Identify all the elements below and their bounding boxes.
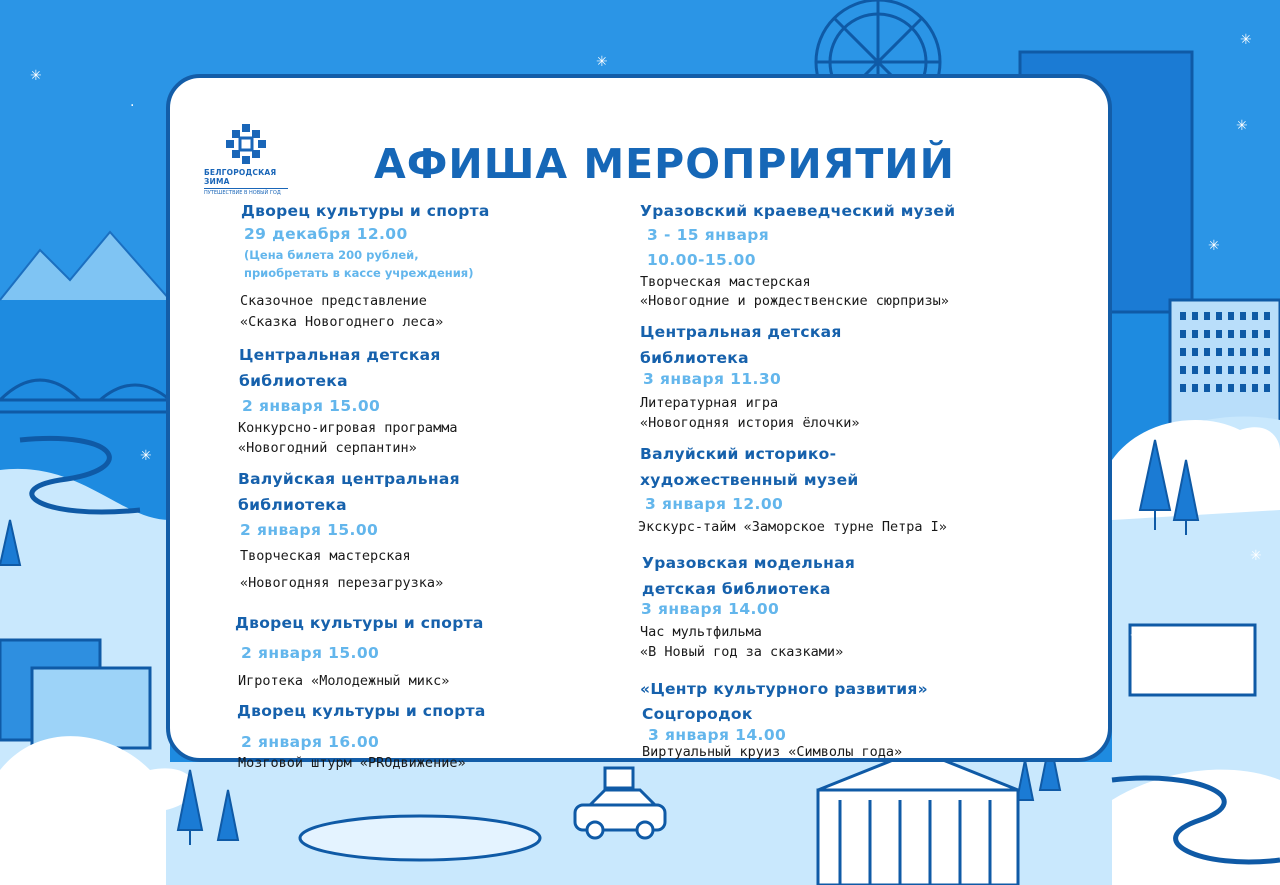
event-description: «Новогодняя перезагрузка» [240, 575, 444, 591]
svg-text:✳: ✳ [30, 68, 42, 84]
event-venue: детская библиотека [642, 580, 831, 598]
event-venue: библиотека [239, 372, 348, 390]
event-venue: «Центр культурного развития» [640, 680, 928, 698]
event-datetime: 3 января 14.00 [648, 726, 787, 744]
poster-title: АФИША МЕРОПРИЯТИЙ [374, 140, 955, 188]
event-description: Литературная игра [640, 395, 779, 411]
event-description: «Сказка Новогоднего леса» [240, 314, 444, 330]
event-venue: Центральная детская [640, 323, 842, 341]
logo-line-2: ЗИМА [204, 177, 230, 186]
svg-text:✳: ✳ [1240, 32, 1252, 48]
event-datetime: 2 января 16.00 [241, 733, 380, 751]
belgorod-winter-logo [204, 124, 294, 196]
event-datetime: 3 января 12.00 [645, 495, 784, 513]
svg-text:✳: ✳ [1208, 238, 1220, 254]
event-datetime: 3 - 15 января [647, 226, 770, 244]
event-description: Игротека «Молодежный микс» [238, 673, 450, 689]
event-venue: Дворец культуры и спорта [241, 202, 490, 220]
logo-line-1: БЕЛГОРОДСКАЯ [204, 168, 277, 177]
event-description: «Новогодние и рождественские сюрпризы» [640, 293, 949, 309]
event-price-note: приобретать в кассе учреждения) [244, 266, 474, 280]
logo-tagline: ПУТЕШЕСТВИЕ В НОВЫЙ ГОД [204, 188, 288, 196]
event-venue: Дворец культуры и спорта [235, 614, 484, 632]
event-datetime: 29 декабря 12.00 [244, 225, 408, 243]
svg-text:✳: ✳ [1236, 118, 1248, 134]
event-venue: библиотека [238, 496, 347, 514]
svg-text:✳: ✳ [596, 54, 608, 70]
event-venue: Дворец культуры и спорта [237, 702, 486, 720]
event-time: 10.00-15.00 [647, 251, 756, 269]
event-description: Мозговой штурм «PROдвижение» [238, 755, 466, 771]
svg-text:✳: ✳ [140, 448, 152, 464]
event-venue: Соцгородок [642, 705, 753, 723]
event-description: Сказочное представление [240, 293, 427, 309]
event-datetime: 2 января 15.00 [242, 397, 381, 415]
event-description: «Новогодняя история ёлочки» [640, 415, 860, 431]
event-datetime: 2 января 15.00 [240, 521, 379, 539]
event-description: Конкурсно-игровая программа [238, 420, 458, 436]
event-venue: Центральная детская [239, 346, 441, 364]
event-datetime: 2 января 15.00 [241, 644, 380, 662]
event-description: Час мультфильма [640, 624, 762, 640]
event-datetime: 3 января 14.00 [641, 600, 780, 618]
event-description: «Новогодний серпантин» [238, 440, 417, 456]
snowflake-ornament-icon [226, 124, 266, 164]
event-description: «В Новый год за сказками» [640, 644, 844, 660]
event-venue: Валуйский историко- [640, 445, 837, 463]
event-venue: художественный музей [640, 471, 859, 489]
event-description: Виртуальный круиз «Символы года» [642, 744, 903, 760]
svg-text:✳: ✳ [1130, 628, 1142, 644]
event-venue: Уразовский краеведческий музей [640, 202, 956, 220]
svg-text:✳: ✳ [1250, 548, 1262, 564]
event-venue: Уразовская модельная [642, 554, 856, 572]
event-description: Экскурс-тайм «Заморское турне Петра I» [638, 519, 947, 535]
event-description: Творческая мастерская [640, 274, 811, 290]
event-venue: библиотека [640, 349, 749, 367]
event-description: Творческая мастерская [240, 548, 411, 564]
event-price-note: (Цена билета 200 рублей, [244, 248, 419, 262]
event-datetime: 3 января 11.30 [643, 370, 782, 388]
svg-text:·: · [130, 98, 135, 114]
event-venue: Валуйская центральная [238, 470, 460, 488]
